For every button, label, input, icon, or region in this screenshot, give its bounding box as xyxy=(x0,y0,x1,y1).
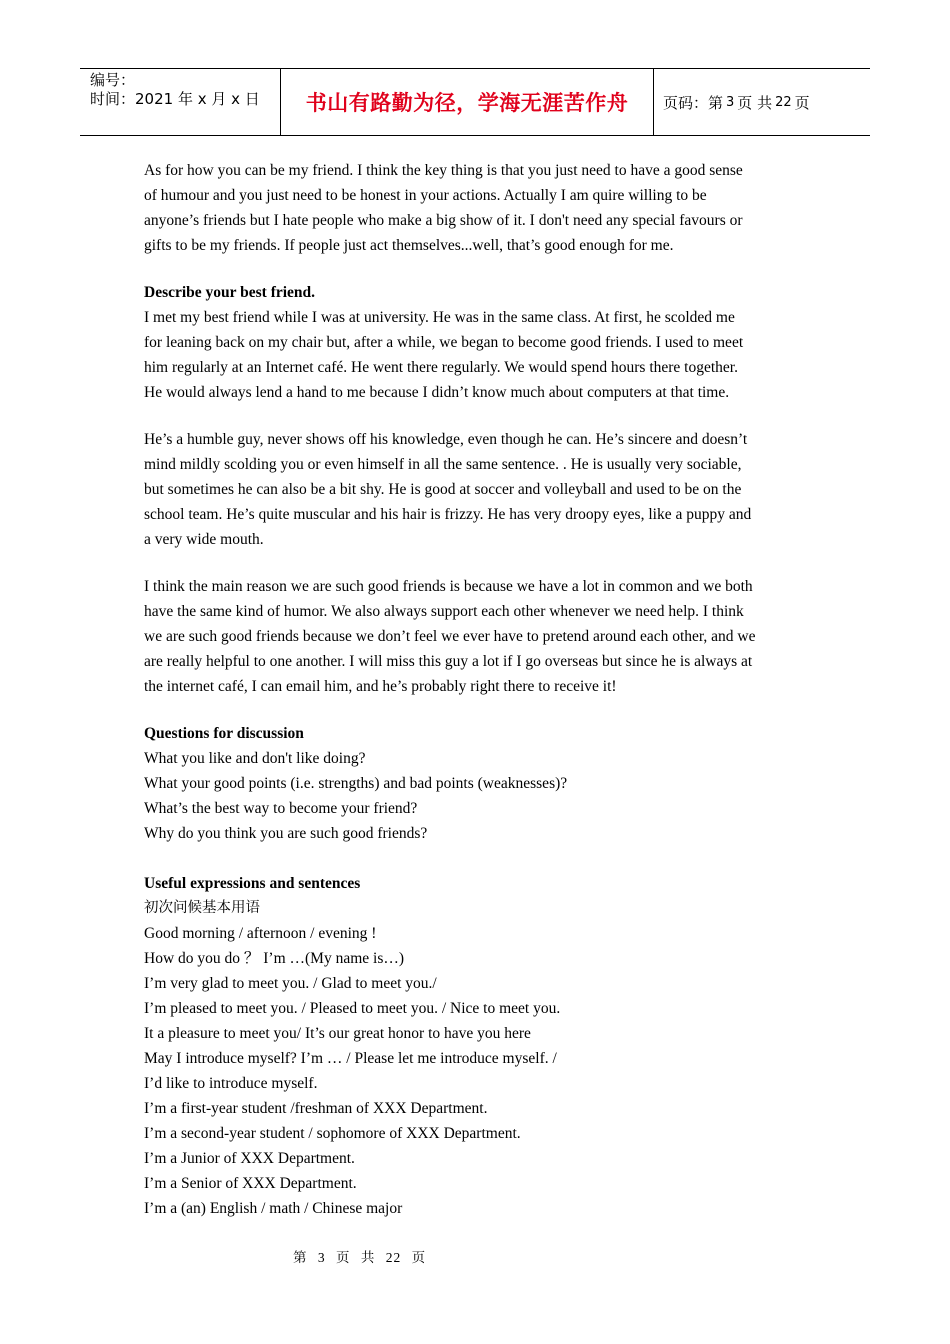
text-line: have the same kind of humor. We also always support each other whenever we need help. I think xyxy=(144,603,744,620)
section-heading-best-friend: Describe your best friend. xyxy=(144,284,316,301)
page-footer xyxy=(0,1246,950,1266)
footer-current-page: 3 xyxy=(317,1250,326,1265)
text-line: him regularly at an Internet café. He went there regularly. We would spend hours there together. xyxy=(144,359,738,376)
header-page-mid: 页 共 xyxy=(737,93,773,112)
header-page-suffix: 页 xyxy=(794,93,810,112)
text-line: anyone’s friends but I hate people who make a big show of it. I don't need any special favours or xyxy=(144,212,743,229)
expression-item: I’m a (an) English / math / Chinese major xyxy=(144,1200,403,1217)
text-line: we are such good friends because we don’t feel we ever have to pretend around each other, and we xyxy=(144,628,756,645)
section-questions xyxy=(144,721,812,846)
question-item: What your good points (i.e. strengths) and bad points (weaknesses)? xyxy=(144,775,568,792)
section-useful-expressions xyxy=(144,871,812,1221)
text-line: are really helpful to one another. I will miss this guy a lot if I go overseas but since he is always at xyxy=(144,653,753,670)
expression-item: How do you do ？ I’m …(My name is…) xyxy=(144,950,405,967)
expression-item: I’m a Junior of XXX Department. xyxy=(144,1150,355,1167)
paragraph-main-reason xyxy=(144,574,812,699)
expression-item: I’m pleased to meet you. / Pleased to meet you. / Nice to meet you. xyxy=(144,1000,561,1017)
header-page-prefix: 页码：第 xyxy=(663,93,724,112)
text-line: school team. He’s quite muscular and his hair is frizzy. He has very droopy eyes, like a puppy and xyxy=(144,506,752,523)
section-heading-useful: Useful expressions and sentences xyxy=(144,875,361,892)
text-line: but sometimes he can also be a bit shy. He is good at soccer and volleyball and used to be on the xyxy=(144,481,742,498)
question-item: What you like and don't like doing? xyxy=(144,750,366,767)
footer-prefix: 第 xyxy=(293,1250,308,1265)
text-line: He’s a humble guy, never shows off his knowledge, even though he can. He’s sincere and doesn’t xyxy=(144,431,748,448)
text-line: He would always lend a hand to me because I didn’t know much about computers at that time. xyxy=(144,384,730,401)
text-line: I think the main reason we are such good friends is because we have a lot in common and we both xyxy=(144,578,753,595)
header-page-current: 3 xyxy=(726,94,735,110)
section-best-friend xyxy=(144,280,812,405)
page-header xyxy=(80,68,870,136)
footer-mid1: 页 xyxy=(336,1250,351,1265)
expression-item: I’d like to introduce myself. xyxy=(144,1075,318,1092)
text-line: mind mildly scolding you or even himself in all the same sentence. . He is usually very sociable, xyxy=(144,456,742,473)
question-item: Why do you think you are such good friends? xyxy=(144,825,428,842)
text-line: As for how you can be my friend. I think the key thing is that you just need to have a good sense xyxy=(144,162,743,179)
text-line: I met my best friend while I was at university. He was in the same class. At first, he scolded me xyxy=(144,309,735,326)
header-page-info xyxy=(654,69,870,135)
footer-suffix: 页 xyxy=(411,1250,427,1265)
header-motto: 书山有路勤为径，学海无涯苦作舟 xyxy=(281,69,654,135)
header-meta xyxy=(80,69,281,135)
text-line: a very wide mouth. xyxy=(144,531,264,548)
document-body xyxy=(144,158,812,1243)
text-line: gifts to be my friends. If people just act themselves...well, that’s good enough for me. xyxy=(144,237,674,254)
header-page-total: 22 xyxy=(775,94,792,110)
expression-item: May I introduce myself? I’m … / Please let me introduce myself. / xyxy=(144,1050,557,1067)
question-item: What’s the best way to become your friend? xyxy=(144,800,418,817)
expression-item: I’m very glad to meet you. / Glad to meet you./ xyxy=(144,975,437,992)
expression-item: I’m a first-year student /freshman of XXX Department. xyxy=(144,1100,488,1117)
text-line: for leaning back on my chair but, after a while, we began to become good friends. I used to meet xyxy=(144,334,744,351)
expression-item: 初次问候基本用语 xyxy=(144,900,260,916)
text-line: the internet café, I can email him, and he’s probably right there to receive it! xyxy=(144,678,617,695)
paragraph-friendship xyxy=(144,158,812,258)
header-time-label: 时间：2021 年 x 月 x 日 xyxy=(90,90,260,108)
expression-item: Good morning / afternoon / evening ! xyxy=(144,925,377,942)
footer-mid2: 共 xyxy=(360,1250,376,1265)
footer-total-pages: 22 xyxy=(385,1250,402,1265)
paragraph-humble-guy xyxy=(144,427,812,552)
expression-item: It a pleasure to meet you/ It’s our great honor to have you here xyxy=(144,1025,531,1042)
section-heading-questions: Questions for discussion xyxy=(144,725,304,742)
expression-item: I’m a second-year student / sophomore of XXX Department. xyxy=(144,1125,521,1142)
expression-item: I’m a Senior of XXX Department. xyxy=(144,1175,357,1192)
text-line: of humour and you just need to be honest in your actions. Actually I am quire willing to be xyxy=(144,187,707,204)
header-number-label: 编号： xyxy=(90,71,136,89)
